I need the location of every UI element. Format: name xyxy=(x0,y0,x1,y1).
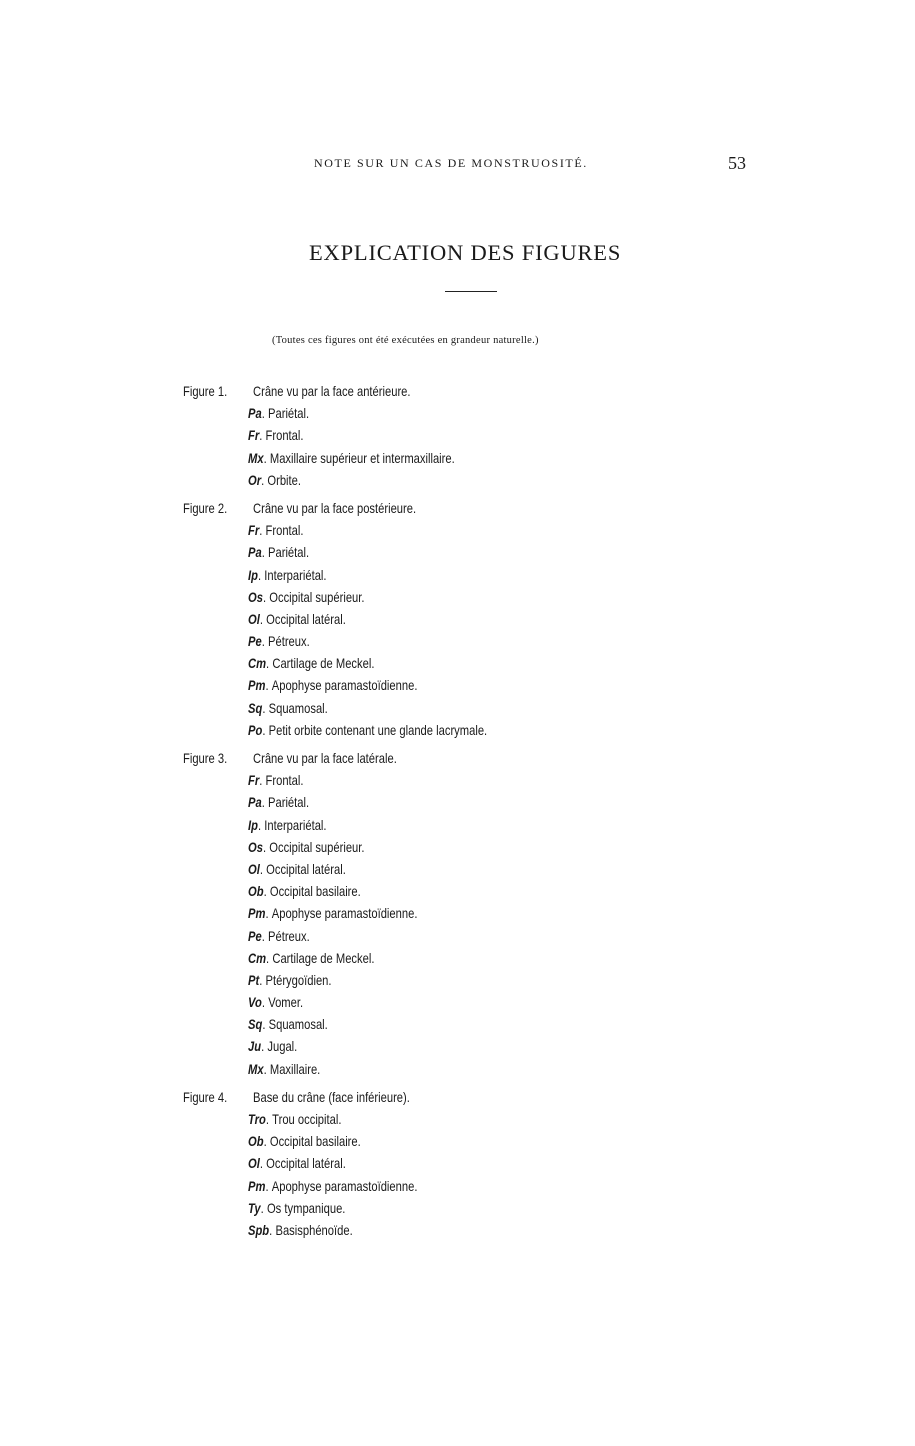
figure-entry xyxy=(0,497,915,741)
figure-heading xyxy=(0,497,732,519)
legend-text: Squamosal. xyxy=(268,699,328,716)
legend-abbreviation: Fr xyxy=(248,522,260,539)
legend-item: Po. Petit orbite contenant une glande lacrymale. xyxy=(248,721,488,738)
legend-item: Tro. Trou occipital. xyxy=(248,1111,342,1127)
legend-abbreviation: Ob xyxy=(248,1133,264,1150)
figure-caption: Crâne vu par la face postérieure. xyxy=(253,499,417,516)
legend-item: Pe. Pétreux. xyxy=(248,927,310,944)
legend-abbreviation: Sq xyxy=(248,699,263,716)
figure-entry xyxy=(0,1086,915,1241)
legend-text: Frontal. xyxy=(265,522,304,539)
legend-item: Fr. Frontal. xyxy=(248,522,304,539)
legend-text: Ptérygoïdien. xyxy=(265,971,332,988)
legend-text: Apophyse paramastoïdienne. xyxy=(271,677,418,694)
legend-text: Occipital latéral. xyxy=(266,1155,346,1172)
legend-text: Pariétal. xyxy=(268,794,310,811)
legend-text: Basisphénoïde. xyxy=(275,1221,353,1238)
legend-abbreviation: Ty xyxy=(248,1199,261,1216)
legend-abbreviation: Ol xyxy=(248,610,260,627)
legend-abbreviation: Or xyxy=(248,471,262,488)
legend-text: Petit orbite contenant une glande lacrymale. xyxy=(268,721,488,738)
figure-label: Figure 3. xyxy=(183,750,228,766)
legend-item: Mx. Maxillaire. xyxy=(248,1060,321,1077)
legend-abbreviation: Ip xyxy=(248,566,258,583)
legend-item: Sq. Squamosal. xyxy=(248,699,328,716)
legend-abbreviation: Ju xyxy=(248,1038,262,1055)
legend-item: Pt. Ptérygoïdien. xyxy=(248,971,332,988)
legend-text: Occipital latéral. xyxy=(266,610,346,627)
running-head: NOTE SUR UN CAS DE MONSTRUOSITÉ. xyxy=(314,156,588,170)
legend-item: Pa. Pariétal. xyxy=(248,544,310,561)
legend-item: Ty. Os tympanique. xyxy=(248,1199,346,1216)
legend-item: Pe. Pétreux. xyxy=(248,633,310,650)
legend-abbreviation: Os xyxy=(248,838,263,855)
legend-text: Pariétal. xyxy=(268,544,310,561)
legend-item: Sq. Squamosal. xyxy=(248,1016,328,1033)
legend-abbreviation: Cm xyxy=(248,655,267,672)
legend-item: Ol. Occipital latéral. xyxy=(248,610,346,627)
legend-item: Ol. Occipital latéral. xyxy=(248,1155,346,1172)
legend-abbreviation: Pm xyxy=(248,1177,266,1194)
figure-entry xyxy=(0,747,915,1080)
legend-item: Ip. Interpariétal. xyxy=(248,816,327,833)
legend-item: Pa. Pariétal. xyxy=(248,794,310,811)
figure-caption: Crâne vu par la face antérieure. xyxy=(253,383,411,399)
legend-item: Os. Occipital supérieur. xyxy=(248,838,365,855)
legend-item: Mx. Maxillaire supérieur et intermaxillaire. xyxy=(248,449,455,466)
legend-abbreviation: Ol xyxy=(248,1155,260,1172)
legend-abbreviation: Tro xyxy=(248,1111,266,1127)
legend-abbreviation: Ip xyxy=(248,816,258,833)
legend-text: Frontal. xyxy=(265,772,304,789)
legend-text: Pétreux. xyxy=(268,927,310,944)
legend-text: Maxillaire. xyxy=(269,1060,321,1077)
legend-abbreviation: Mx xyxy=(248,449,264,466)
legend-abbreviation: Mx xyxy=(248,1060,264,1077)
figure-label: Figure 4. xyxy=(183,1088,228,1105)
title-divider xyxy=(445,291,497,292)
legend-abbreviation: Pm xyxy=(248,677,266,694)
figure-label: Figure 2. xyxy=(183,499,228,516)
legend-item: Os. Occipital supérieur. xyxy=(248,588,365,605)
legend-item: Pa. Pariétal. xyxy=(248,405,310,422)
legend-item: Cm. Cartilage de Meckel. xyxy=(248,949,375,966)
legend-abbreviation: Pe xyxy=(248,927,262,944)
legend-item: Ju. Jugal. xyxy=(248,1038,298,1055)
legend-abbreviation: Pa xyxy=(248,405,262,422)
legend-text: Occipital basilaire. xyxy=(269,883,361,900)
figure-heading xyxy=(0,1086,732,1108)
legend-text: Jugal. xyxy=(267,1038,298,1055)
page-number: 53 xyxy=(728,153,746,173)
legend-text: Occipital basilaire. xyxy=(269,1133,361,1150)
legend-abbreviation: Fr xyxy=(248,772,260,789)
figure-heading xyxy=(0,380,732,402)
legend-text: Occipital supérieur. xyxy=(269,838,365,855)
figures-note: (Toutes ces figures ont été exécutées en grandeur naturelle.) xyxy=(272,335,539,346)
legend-text: Cartilage de Meckel. xyxy=(272,949,375,966)
legend-text: Apophyse paramastoïdienne. xyxy=(271,905,418,922)
legend-abbreviation: Pa xyxy=(248,544,262,561)
legend-text: Occipital latéral. xyxy=(266,860,346,877)
legend-item: Spb. Basisphénoïde. xyxy=(248,1221,353,1238)
legend-abbreviation: Sq xyxy=(248,1016,263,1033)
legend-item: Pm. Apophyse paramastoïdienne. xyxy=(248,677,418,694)
legend-item: Fr. Frontal. xyxy=(248,427,304,444)
legend-text: Cartilage de Meckel. xyxy=(272,655,375,672)
figure-heading xyxy=(0,747,732,769)
legend-abbreviation: Ol xyxy=(248,860,260,877)
legend-abbreviation: Vo xyxy=(248,994,262,1011)
legend-text: Vomer. xyxy=(268,994,304,1011)
legend-item: Ob. Occipital basilaire. xyxy=(248,883,361,900)
legend-item: Ob. Occipital basilaire. xyxy=(248,1133,361,1150)
legend-text: Os tympanique. xyxy=(266,1199,346,1216)
legend-text: Squamosal. xyxy=(268,1016,328,1033)
legend-text: Pariétal. xyxy=(268,405,310,422)
legend-text: Occipital supérieur. xyxy=(269,588,365,605)
legend-text: Maxillaire supérieur et intermaxillaire. xyxy=(269,449,455,466)
legend-abbreviation: Pt xyxy=(248,971,260,988)
legend-abbreviation: Pa xyxy=(248,794,262,811)
legend-item: Ol. Occipital latéral. xyxy=(248,860,346,877)
legend-text: Trou occipital. xyxy=(272,1111,342,1127)
legend-abbreviation: Cm xyxy=(248,949,267,966)
legend-item: Pm. Apophyse paramastoïdienne. xyxy=(248,1177,418,1194)
legend-text: Frontal. xyxy=(265,427,304,444)
legend-item: Cm. Cartilage de Meckel. xyxy=(248,655,375,672)
legend-item: Pm. Apophyse paramastoïdienne. xyxy=(248,905,418,922)
figure-entry xyxy=(0,380,915,491)
legend-abbreviation: Po xyxy=(248,721,263,738)
page-title: EXPLICATION DES FIGURES xyxy=(309,240,622,265)
legend-text: Pétreux. xyxy=(268,633,310,650)
legend-abbreviation: Spb xyxy=(248,1221,270,1238)
legend-text: Interpariétal. xyxy=(264,816,327,833)
legend-abbreviation: Fr xyxy=(248,427,260,444)
figure-caption: Crâne vu par la face latérale. xyxy=(253,750,397,766)
legend-abbreviation: Pm xyxy=(248,905,266,922)
legend-item: Ip. Interpariétal. xyxy=(248,566,327,583)
figure-caption: Base du crâne (face inférieure). xyxy=(253,1088,410,1105)
legend-item: Vo. Vomer. xyxy=(248,994,304,1011)
legend-text: Orbite. xyxy=(267,471,301,488)
legend-item: Or. Orbite. xyxy=(248,471,301,488)
legend-text: Apophyse paramastoïdienne. xyxy=(271,1177,418,1194)
legend-abbreviation: Pe xyxy=(248,633,262,650)
legend-item: Fr. Frontal. xyxy=(248,772,304,789)
legend-abbreviation: Ob xyxy=(248,883,264,900)
figure-label: Figure 1. xyxy=(183,383,228,399)
legend-abbreviation: Os xyxy=(248,588,263,605)
legend-text: Interpariétal. xyxy=(264,566,327,583)
figure-list xyxy=(0,380,915,1247)
